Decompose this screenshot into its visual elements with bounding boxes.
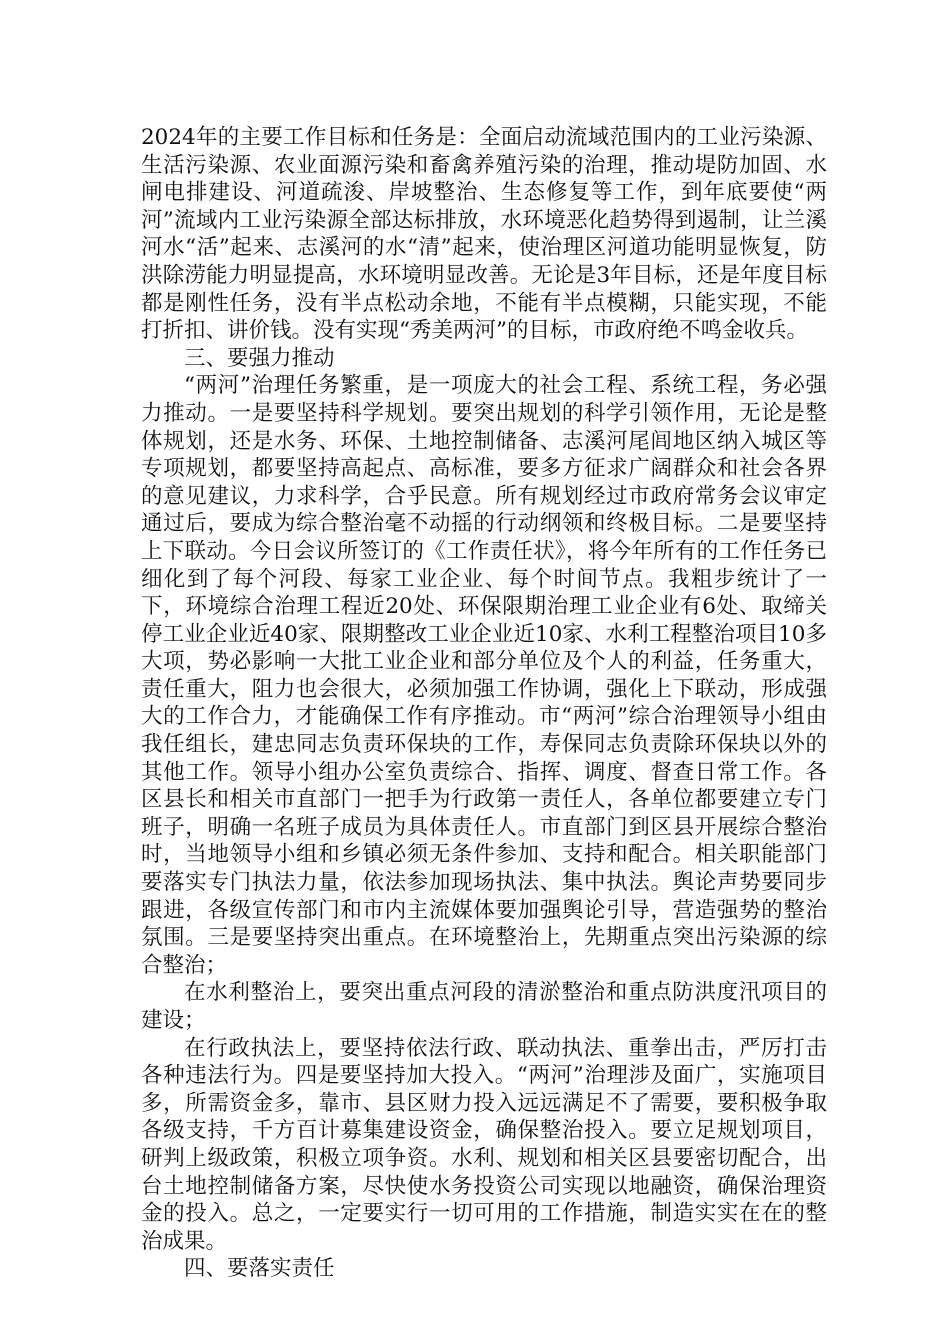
section-heading-four: 四、要落实责任 [184,1256,335,1282]
section-heading-three: 三、要强力推动 [184,345,335,371]
paragraph-targets: 2024年的主要工作目标和任务是：全面启动流域范围内的工业污染源、生活污染源、农业面源污染和畜禽养殖污染的治理，推动堤防加固、水闸电排建设、河道疏浚、岸坡整治、生态修复等工作，到年底要使“两河”流域内工业污染源全部达标排放，水环境恶化趋势得到遏制，让兰溪河水“活”起来、志溪河的水“清”起来，使治理区河道功能明显恢复，防洪除涝能力明显提高，水环境明显改善。无论是3年目标，还是年度目标都是刚性任务，没有半点松动余地，不能有半点模糊，只能实现，不能打折扣、讲价钱。没有实现“秀美两河”的目标，市政府绝不鸣金收兵。 [141,125,827,344]
document-page [141,124,827,1283]
paragraph-promotion: “两河”治理任务繁重，是一项庞大的社会工程、系统工程，务必强力推动。一是要坚持科学规划。要突出规划的科学引领作用，无论是整体规划，还是水务、环保、土地控制储备、志溪河尾闾地区纳入城区等专项规划，都要坚持高起点、高标准，要多方征求广阔群众和社会各界的意见建议，力求科学，合乎民意。所有规划经过市政府常务会议审定通过后，要成为综合整治毫不动摇的行动纲领和终极目标。二是要坚持上下联动。今日会议所签订的《工作责任状》，将今年所有的工作任务已细化到了每个河段、每家工业企业、每个时间节点。我粗步统计了一下，环境综合治理工程近20处、环保限期治理工业企业有6处、取缔关停工业企业近40家、限期整改工业企业近10家、水利工程整治项目10多大项，势必影响一大批工业企业和部分单位及个人的利益，任务重大，责任重大，阻力也会很大，必须加强工作协调，强化上下联动，形成强大的工作合力，才能确保工作有序推动。市“两河”综合治理领导小组由我任组长，建忠同志负责环保块的工作，寿保同志负责除环保块以外的其他工作。领导小组办公室负责综合、指挥、调度、督查日常工作。各区县长和相关市直部门一把手为行政第一责任人，各单位都要建立专门班子，明确一名班子成员为具体责任人。市直部门到区县开展综合整治时，当地领导小组和乡镇必须无条件参加、支持和配合。相关职能部门要落实专门执法力量，依法参加现场执法、集中执法。舆论声势要同步跟进，各级宣传部门和市内主流媒体要加强舆论引导，营造强势的整治氛围。三是要坚持突出重点。在环境整治上，先期重点突出污染源的综合整治； [141,373,827,978]
paragraph-water-conservancy: 在水利整治上，要突出重点河段的清淤整治和重点防洪度汛项目的建设； [141,980,827,1033]
paragraph-law-enforcement: 在行政执法上，要坚持依法行政、联动执法、重拳出击，严厉打击各种违法行为。四是要坚持加大投入。“两河”治理涉及面广，实施项目多，所需资金多，靠市、县区财力投入远远满足不了需要，要积极争取各级支持，千方百计募集建设资金，确保整治投入。要立足规划项目，研判上级政策，积极立项争资。水利、规划和相关区县要密切配合，出台土地控制储备方案，尽快使水务投资公司实现以地融资，确保治理资金的投入。总之，一定要实行一切可用的工作措施，制造实实在在的整治成果。 [141,1035,827,1254]
